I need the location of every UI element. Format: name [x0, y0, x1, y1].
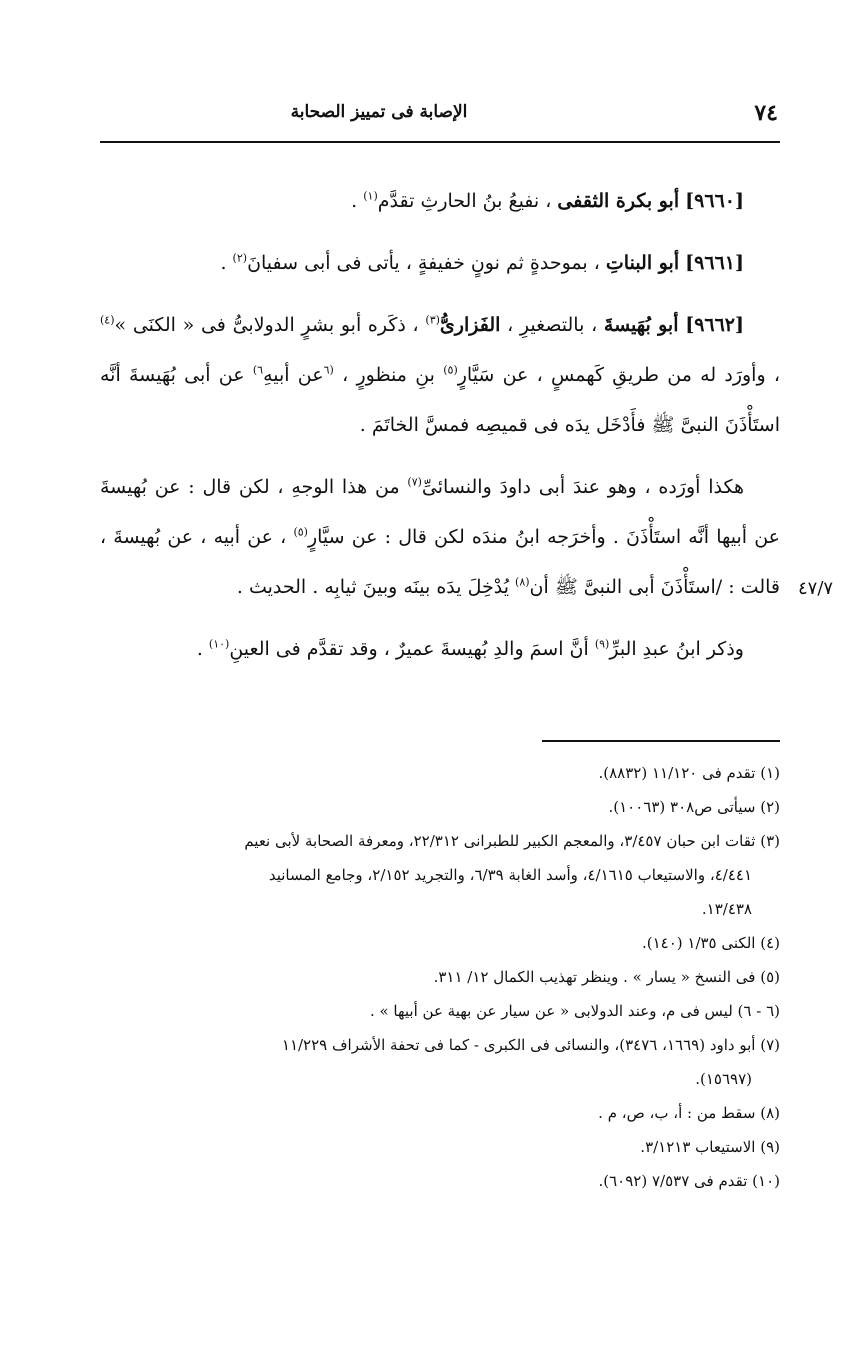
footnote: (١) تقدم فى ١١/١٢٠ (٨٨٣٢).: [598, 764, 780, 782]
footnote: (٢) سيأتى ص٣٠٨ (١٠٠٦٣).: [608, 798, 780, 816]
paragraph-text: من هذا الوجهِ ، لكن قال : عن بُهيسةَ عن أبيها أنَّه استَأْذَنَ . وأخرَجه ابنُ مندَه لكن قال : عن سيَّارٍ: [100, 476, 780, 548]
footnote: (٣) ثقات ابن حبان ٣/٤٥٧، والمعجم الكبير للطبرانى ٢٢/٣١٢، ومعرفة الصحابة لأبى نعيم: [244, 832, 780, 850]
footnote: (٧) أبو داود (١٦٦٩، ٣٤٧٦)، والنسائى فى الكبرى - كما فى تحفة الأشراف ١١/٢٢٩: [281, 1036, 780, 1054]
entry-end: .: [220, 252, 227, 274]
header-rule: [100, 141, 780, 143]
entry-text: ، نفيعُ بنُ الحارثِ تقدَّم: [377, 190, 552, 212]
entry-number: [٩٦٦١]: [685, 252, 744, 274]
entry-nisba: الفَزارىُّ: [439, 314, 501, 336]
entry-end: .: [351, 190, 358, 212]
entry-text: عن أبيهِ: [263, 364, 324, 386]
footnote-ref: ٦): [252, 363, 264, 377]
paragraph-text: هكذا أورَده ، وهو عندَ أبى داودَ والنسائىِّ: [421, 476, 744, 498]
footnote: (٥) فى النسخ « يسار » . وينظر تهذيب الكمال ١٢/ ٣١١.: [433, 968, 780, 986]
footnote-ref: (٦: [323, 363, 334, 377]
entry-number: [٩٦٦٠]: [685, 190, 744, 212]
entry-text: ، ذكَره أبو بشرٍ الدولابىُّ فى « الكنَى »: [114, 314, 419, 336]
footnote: (٨) سقط من : أ، ب، ص، م .: [598, 1104, 780, 1122]
paragraph-end: .: [196, 638, 203, 660]
entry-text: ، بالتصغيرِ ،: [507, 314, 598, 336]
paragraph-text: أنَّ اسمَ والدِ بُهيسةَ عميرٌ ، وقد تقدَّم فى العينِ: [229, 638, 589, 660]
entry-9662: [100, 300, 780, 450]
entry-9660: [100, 176, 780, 226]
paragraph-3: [100, 624, 780, 674]
entry-9661: [100, 238, 780, 288]
entry-text: ، بموحدةٍ ثم نونٍ خفيفةٍ ، يأتى فى أبى سفيانَ: [247, 252, 600, 274]
paragraph-2: [100, 462, 780, 612]
page-header: [100, 100, 778, 130]
entry-number: [٩٦٦٢]: [685, 314, 745, 336]
footnote-ref: (٧): [407, 475, 422, 489]
footnotes: [100, 756, 780, 1198]
running-title: الإصابة فى تمييز الصحابة: [290, 102, 468, 122]
footnote-ref: (١): [363, 189, 378, 203]
footnote-continuation: ٤/٤٤١، والاستيعاب ٤/١٦١٥، وأسد الغابة ٦/٣٩، والتجريد ٢/١٥٢، وجامع المسانيد: [268, 866, 752, 884]
footnote-ref: (٢): [232, 251, 248, 265]
footnote-ref: (٣): [425, 313, 440, 327]
footnote: (٦ - ٦) ليس فى م، وعند الدولابى « عن سيار عن بهية عن أبيها » .: [369, 1002, 780, 1020]
entry-text: عن أبى بُهَيسةَ أنَّه استَأْذَنَ النبىَّ ﷺ فأَدْخَل يدَه فى قميصِه فمسَّ الخاتَمَ .: [100, 364, 780, 436]
entry-text: ، وأورَد له من طريقِ كَهمسٍ ، عن سَيَّارٍ: [457, 364, 781, 386]
entry-name: أبو بُهَيسةَ: [603, 314, 679, 336]
footnote-ref: (٤): [100, 313, 115, 327]
footnote: (٤) الكنى ١/٣٥ (١٤٠).: [641, 934, 780, 952]
footnote-ref: (٥): [443, 363, 458, 377]
footnote-rule: [542, 740, 780, 742]
entry-name: أبو بكرة الثقفى: [557, 190, 680, 212]
footnote-ref: (١٠): [208, 637, 230, 651]
footnote-ref: (٩): [594, 637, 610, 651]
paragraph-text: يُدْخِلَ يدَه بينَه وبينَ ثيابِه . الحديث .: [236, 576, 509, 598]
page-number: ٧٤: [754, 100, 778, 126]
main-text: [100, 176, 780, 674]
footnote-continuation: (١٥٦٩٧).: [695, 1070, 752, 1088]
paragraph-text: وذكر ابنُ عبدِ البرِّ: [609, 638, 744, 660]
footnote-continuation: ١٣/٤٣٨.: [701, 900, 752, 918]
margin-reference: ٤٧/٧: [798, 578, 834, 599]
footnote-ref: (٨): [515, 575, 530, 589]
footnote: (٩) الاستيعاب ٣/١٢١٣.: [640, 1138, 780, 1156]
footnote: (١٠) تقدم فى ٧/٥٣٧ (٦٠٩٢).: [598, 1172, 780, 1190]
entry-text: بنِ منظورٍ ،: [342, 364, 435, 386]
entry-name: أبو البناتِ: [605, 252, 680, 274]
footnote-ref: (٥): [293, 525, 308, 539]
paragraph-text: ، عن أبيه ، عن بُهيسةَ ، قالت : /استَأْذَنَ أبى النبىَّ ﷺ أن: [100, 526, 780, 598]
